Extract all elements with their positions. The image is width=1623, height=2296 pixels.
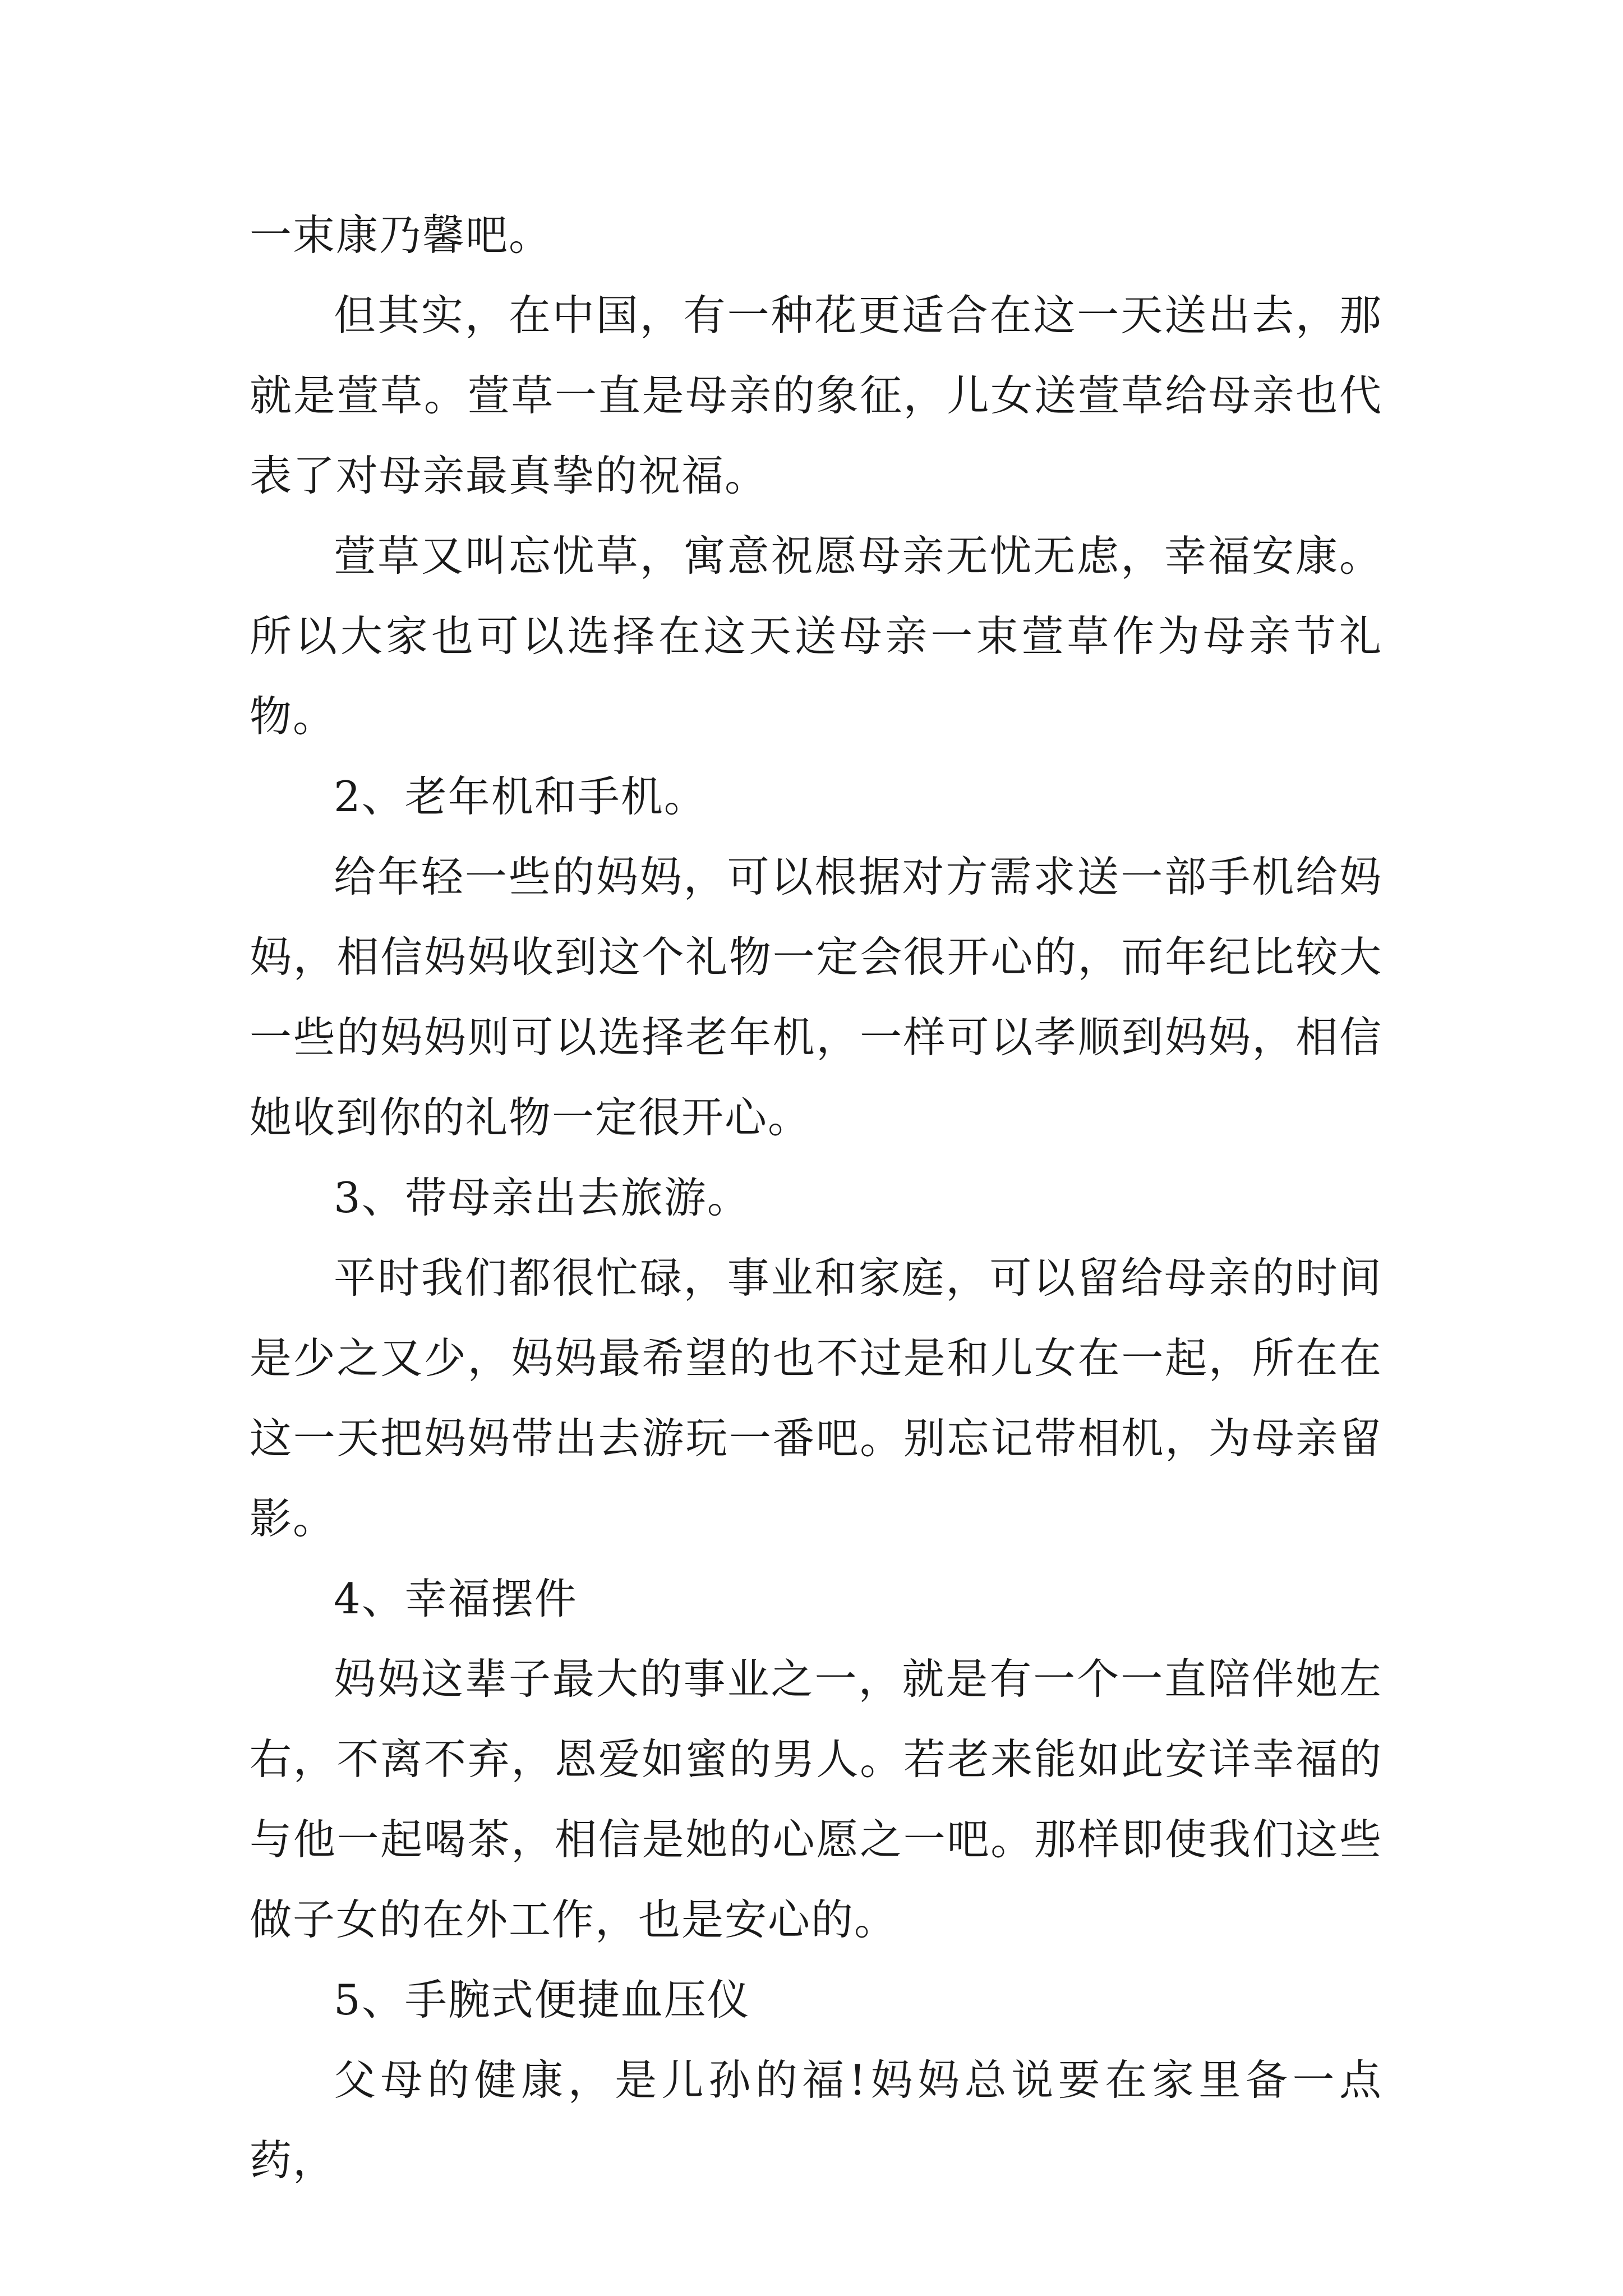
section-heading-travel: 3、带母亲出去旅游。 [334,1173,750,1222]
section-heading-blood-pressure: 5、手腕式便捷血压仪 [334,1975,750,2024]
paragraph-continuation: 一束康乃馨吧。 [250,210,552,260]
document-body [250,195,1382,2201]
paragraph-phone: 给年轻一些的妈妈，可以根据对方需求送一部手机给妈妈，相信妈妈收到这个礼物一定会很开心的，而年纪比较大一些的妈妈则可以选择老年机，一样可以孝顺到妈妈，相信她收到你的礼物一定很开心。 [250,852,1382,1142]
paragraph-ornament: 妈妈这辈子最大的事业之一，就是有一个一直陪伴她左右，不离不弃，恩爱如蜜的男人。若老来能如此安详幸福的与他一起喝茶，相信是她的心愿之一吧。那样即使我们这些做子女的在外工作，也是安心的。 [250,1654,1382,1944]
paragraph-daylily-intro: 但其实，在中国，有一种花更适合在这一天送出去，那就是萱草。萱草一直是母亲的象征，儿女送萱草给母亲也代表了对母亲最真挚的祝福。 [250,291,1382,500]
paragraph-blood-pressure: 父母的健康，是儿孙的福!妈妈总说要在家里备一点药， [250,2055,1382,2185]
section-heading-phone: 2、老年机和手机。 [334,772,707,821]
paragraph-travel: 平时我们都很忙碌，事业和家庭，可以留给母亲的时间是少之又少，妈妈最希望的也不过是和儿女在一起，所在在这一天把妈妈带出去游玩一番吧。别忘记带相机，为母亲留影。 [250,1253,1382,1543]
paragraph-daylily-meaning: 萱草又叫忘忧草，寓意祝愿母亲无忧无虑，幸福安康。所以大家也可以选择在这天送母亲一束萱草作为母亲节礼物。 [250,531,1382,741]
section-heading-ornament: 4、幸福摆件 [334,1574,578,1623]
